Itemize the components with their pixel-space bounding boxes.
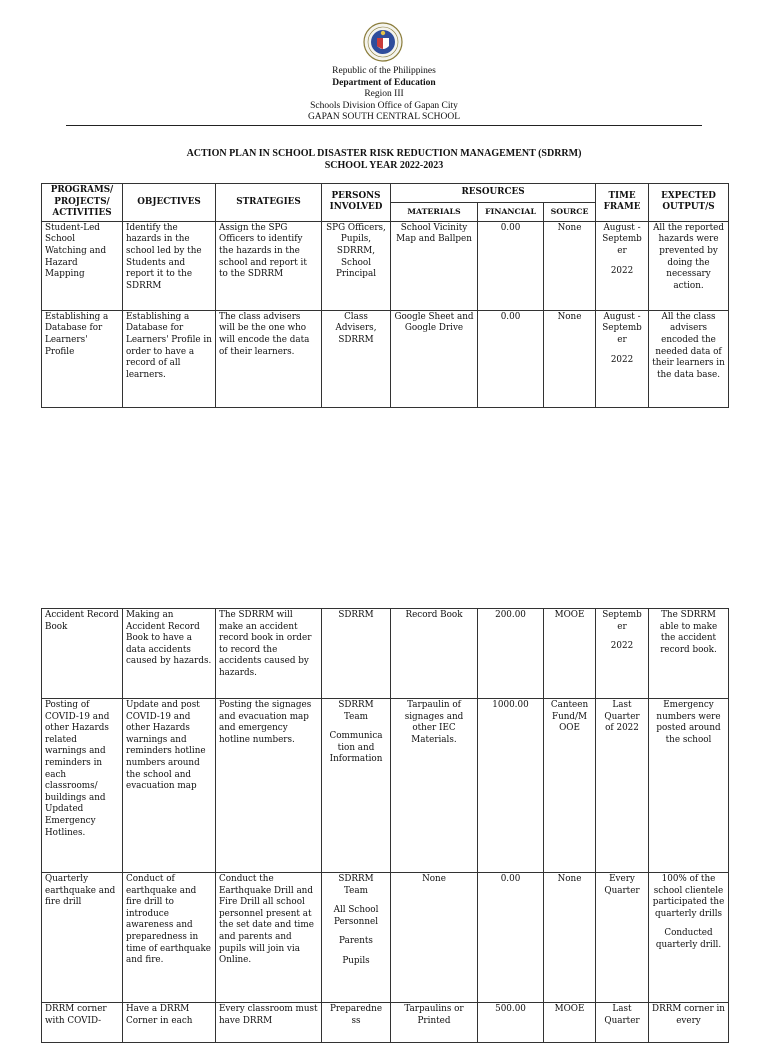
time-text: August - Septemb er [602, 311, 642, 345]
source-cell: Canteen Fund/M OOE [544, 699, 596, 873]
persons-text: Pupils [342, 955, 370, 966]
persons-text: SDRRM [338, 610, 374, 620]
materials-cell: School Vicinity Map and Ballpen [391, 221, 478, 310]
financial-cell: 200.00 [478, 609, 544, 699]
materials-cell: Record Book [391, 609, 478, 699]
financial-cell: 1000.00 [478, 699, 544, 873]
program-cell: Quarterly earthquake and fire drill [42, 873, 123, 1003]
program-cell: DRRM corner with COVID- [42, 1003, 123, 1043]
source-cell: None [544, 873, 596, 1003]
output-text: The SDRRM able to make the accident record book. [659, 610, 718, 655]
objective-cell: Conduct of earthquake and fire drill to introduce awareness and preparedness in time of earthquake and fire. [123, 873, 216, 1003]
output-cell [649, 310, 729, 407]
header-objectives: OBJECTIVES [123, 184, 216, 222]
persons-text: SDRRM Team [338, 700, 374, 722]
output-cell [649, 699, 729, 873]
time-text: 2022 [610, 354, 634, 365]
source-cell: None [544, 310, 596, 407]
header-line: Schools Division Office of Gapan City [310, 100, 458, 111]
financial-cell: 0.00 [478, 873, 544, 1003]
strategy-cell: The SDRRM will make an accident record book in order to record the accidents caused by hazards. [216, 609, 322, 699]
time-cell [596, 1003, 649, 1043]
strategy-cell: Assign the SPG Officers to identify the hazards in the school and report it to the SDRRM [216, 221, 322, 310]
time-text: Last Quarter of 2022 [604, 700, 640, 734]
output-text: 100% of the school clientele participated the quarterly drills [652, 874, 725, 919]
table-row [42, 699, 729, 873]
time-text: 2022 [610, 641, 634, 652]
header-line: GAPAN SOUTH CENTRAL SCHOOL [307, 112, 461, 122]
output-text: Conducted quarterly drill. [655, 928, 722, 950]
persons-cell [322, 609, 391, 699]
objective-cell: Update and post COVID-19 and other Hazards warnings and reminders hotline numbers around the school and evacuation map [123, 699, 216, 873]
objective-cell: Establishing a Database for Learners' Profile in order to have a record of all learners. [123, 310, 216, 407]
persons-cell [322, 310, 391, 407]
header-programs: PROGRAMS/ PROJECTS/ ACTIVITIES [42, 184, 123, 222]
persons-text: Parents [339, 936, 373, 947]
time-text: Septemb er [602, 610, 642, 632]
program-cell: Accident Record Book [42, 609, 123, 699]
action-plan-table [41, 183, 729, 408]
materials-cell: Google Sheet and Google Drive [391, 310, 478, 407]
output-cell [649, 609, 729, 699]
persons-text: Communica tion and Information [329, 731, 383, 765]
table-row [42, 609, 729, 699]
time-text: Every Quarter [604, 874, 640, 896]
time-text: Last Quarter [604, 1004, 640, 1026]
action-plan-table-continued [41, 608, 729, 1043]
header-strategies: STRATEGIES [216, 184, 322, 222]
table-row [42, 221, 729, 310]
strategy-cell: Conduct the Earthquake Drill and Fire Drill all school personnel present at the set date and time and parents and pupils will join via Online. [216, 873, 322, 1003]
program-cell: Posting of COVID-19 and other Hazards related warnings and reminders in each classrooms/ buildings and Updated Emergency Hotlines. [42, 699, 123, 873]
objective-cell: Have a DRRM Corner in each [123, 1003, 216, 1043]
financial-cell: 500.00 [478, 1003, 544, 1043]
output-text: All the reported hazards were prevented by doing the necessary action. [653, 222, 724, 291]
time-text: 2022 [610, 265, 634, 276]
header-persons: PERSONS INVOLVED [322, 184, 391, 222]
deped-seal-logo [363, 22, 403, 62]
table-row [42, 873, 729, 1003]
header-financial: FINANCIAL [478, 202, 544, 221]
strategy-cell: Posting the signages and evacuation map and emergency hotline numbers. [216, 699, 322, 873]
time-cell [596, 609, 649, 699]
objective-cell: Identify the hazards in the school led by the Students and report it to the SDRRM [123, 221, 216, 310]
table-row [42, 310, 729, 407]
persons-cell [322, 221, 391, 310]
output-cell [649, 873, 729, 1003]
strategy-cell: Every classroom must have DRRM [216, 1003, 322, 1043]
materials-cell: Tarpaulins or Printed [391, 1003, 478, 1043]
objective-cell: Making an Accident Record Book to have a data accidents caused by hazards. [123, 609, 216, 699]
persons-cell [322, 699, 391, 873]
header-line: Region III [364, 89, 404, 99]
header-time-frame: TIME FRAME [596, 184, 649, 222]
header-line: Department of Education [332, 77, 436, 88]
persons-cell [322, 873, 391, 1003]
strategy-cell: The class advisers will be the one who will encode the data of their learners. [216, 310, 322, 407]
title-line: ACTION PLAN IN SCHOOL DISASTER RISK REDUCTION MANAGEMENT (SDRRM) [186, 148, 582, 159]
time-cell [596, 699, 649, 873]
document-title [0, 148, 768, 172]
output-cell [649, 1003, 729, 1043]
output-text: All the class advisers encoded the needed data of their learners in the data base. [652, 311, 725, 380]
financial-cell: 0.00 [478, 310, 544, 407]
header-source: SOURCE [544, 202, 596, 221]
output-text: Emergency numbers were posted around the school [656, 700, 721, 745]
source-cell: None [544, 221, 596, 310]
source-cell: MOOE [544, 609, 596, 699]
table-row [42, 1003, 729, 1043]
source-cell: MOOE [544, 1003, 596, 1043]
time-text: August - Septemb er [602, 222, 642, 256]
time-cell [596, 873, 649, 1003]
title-line: SCHOOL YEAR 2022-2023 [324, 160, 444, 171]
header-resources: RESOURCES [391, 184, 596, 203]
program-cell: Establishing a Database for Learners' Profile [42, 310, 123, 407]
persons-text: All School Personnel [333, 905, 379, 927]
persons-text: SDRRM Team [338, 874, 374, 896]
materials-cell: Tarpaulin of signages and other IEC Materials. [391, 699, 478, 873]
persons-text: Preparedne ss [329, 1004, 383, 1026]
time-cell [596, 221, 649, 310]
header-line: Republic of the Philippines [332, 66, 436, 76]
output-text: DRRM corner in every [652, 1004, 725, 1026]
time-cell [596, 310, 649, 407]
financial-cell: 0.00 [478, 221, 544, 310]
persons-text: SPG Officers, Pupils, SDRRM, School Principal [326, 222, 386, 280]
letterhead [0, 66, 768, 124]
header-divider [66, 125, 702, 126]
header-materials: MATERIALS [391, 202, 478, 221]
output-cell [649, 221, 729, 310]
persons-text: Class Advisers, SDRRM [335, 311, 377, 345]
persons-cell [322, 1003, 391, 1043]
materials-cell: None [391, 873, 478, 1003]
header-expected: EXPECTED OUTPUT/S [649, 184, 729, 222]
program-cell: Student-Led School Watching and Hazard Mapping [42, 221, 123, 310]
